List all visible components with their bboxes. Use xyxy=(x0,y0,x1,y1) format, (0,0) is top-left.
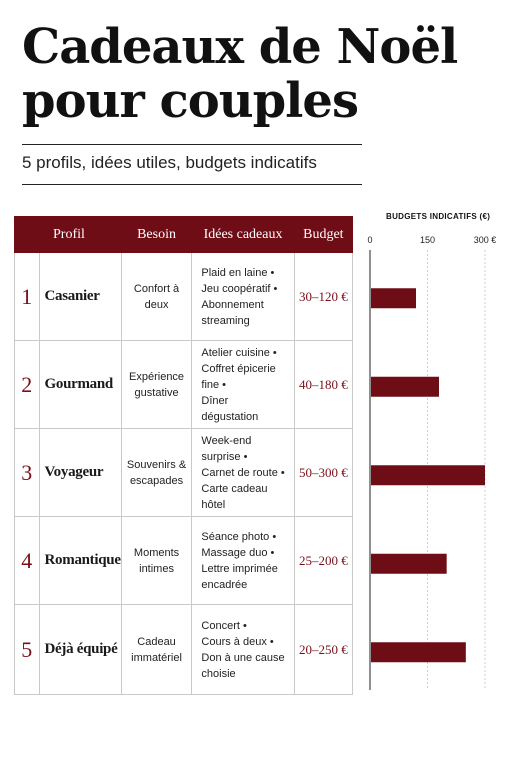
row-profil: Romantique xyxy=(39,517,121,605)
row-profil: Casanier xyxy=(39,253,121,341)
idee-line: Concert • xyxy=(201,619,247,632)
header-profil: Profil xyxy=(15,217,122,253)
bar-4 xyxy=(371,554,447,574)
row-budget: 25–200 € xyxy=(294,517,352,605)
gift-table xyxy=(14,216,353,695)
idee-line: choisie xyxy=(201,667,236,680)
idee-line: Carnet de route • xyxy=(201,466,285,479)
row-profil: Voyageur xyxy=(39,429,121,517)
row-besoin xyxy=(121,429,192,517)
table-header-row xyxy=(15,217,353,253)
row-number: 2 xyxy=(15,341,40,429)
header-idees: Idées cadeaux xyxy=(192,217,294,253)
row-idees xyxy=(192,253,294,341)
besoin-line: intimes xyxy=(139,562,174,575)
besoin-line: Souvenirs & xyxy=(126,458,187,471)
subtitle-divider xyxy=(22,184,362,185)
row-budget: 30–120 € xyxy=(294,253,352,341)
idee-line: Plaid en laine • xyxy=(201,266,275,279)
row-profil: Déjà équipé xyxy=(39,605,121,695)
idee-line: Massage duo • xyxy=(201,546,275,559)
table-row xyxy=(15,605,353,695)
idee-line: Atelier cuisine • xyxy=(201,346,277,359)
idee-line: Jeu coopératif • xyxy=(201,282,278,295)
row-budget: 40–180 € xyxy=(294,341,352,429)
table-row xyxy=(15,253,353,341)
idee-line: Week-end surprise • xyxy=(201,434,252,463)
table-row xyxy=(15,341,353,429)
chart-title: BUDGETS INDICATIFS (€) xyxy=(386,212,491,221)
besoin-line: immatériel xyxy=(131,651,182,664)
subtitle: 5 profils, idées utiles, budgets indicatifs xyxy=(22,153,317,172)
row-profil: Gourmand xyxy=(39,341,121,429)
idee-line: Abonnement streaming xyxy=(201,298,264,327)
row-number: 3 xyxy=(15,429,40,517)
table-row xyxy=(15,429,353,517)
row-idees xyxy=(192,517,294,605)
besoin-line: Cadeau xyxy=(137,635,176,648)
row-number: 4 xyxy=(15,517,40,605)
header-besoin: Besoin xyxy=(121,217,192,253)
idee-line: Carte cadeau hôtel xyxy=(201,482,268,511)
row-budget: 50–300 € xyxy=(294,429,352,517)
besoin-line: Expérience xyxy=(129,370,185,383)
page-title xyxy=(22,20,492,128)
idee-line: Dîner dégustation xyxy=(201,394,259,423)
idee-line: Lettre imprimée xyxy=(201,562,278,575)
row-budget: 20–250 € xyxy=(294,605,352,695)
row-besoin xyxy=(121,605,192,695)
row-besoin xyxy=(121,253,192,341)
header-budget: Budget xyxy=(294,217,352,253)
table-row xyxy=(15,517,353,605)
idee-line: encadrée xyxy=(201,578,248,591)
row-number: 1 xyxy=(15,253,40,341)
idee-line: Don à une cause xyxy=(201,651,285,664)
row-number: 5 xyxy=(15,605,40,695)
besoin-line: Confort à deux xyxy=(133,282,180,311)
bar-5 xyxy=(371,642,466,662)
row-besoin xyxy=(121,517,192,605)
bar-3 xyxy=(371,465,485,485)
title-line-1: Cadeaux de Noël xyxy=(22,19,458,75)
besoin-line: escapades xyxy=(129,474,184,487)
title-divider xyxy=(22,144,362,145)
x-tick-label: 300 € xyxy=(473,235,497,245)
row-idees xyxy=(192,605,294,695)
budget-bar-chart xyxy=(360,228,500,698)
idee-line: Coffret épicerie fine • xyxy=(201,362,276,391)
besoin-line: Moments xyxy=(133,546,180,559)
bar-2 xyxy=(371,377,439,397)
idee-line: Cours à deux • xyxy=(201,635,274,648)
idee-line: Séance photo • xyxy=(201,530,277,543)
row-besoin xyxy=(121,341,192,429)
row-idees xyxy=(192,341,294,429)
x-tick-label: 150 xyxy=(419,235,436,245)
title-line-2: pour couples xyxy=(22,73,358,129)
x-tick-label: 0 xyxy=(367,235,373,245)
besoin-line: gustative xyxy=(134,386,179,399)
bar-1 xyxy=(371,288,416,308)
row-idees xyxy=(192,429,294,517)
